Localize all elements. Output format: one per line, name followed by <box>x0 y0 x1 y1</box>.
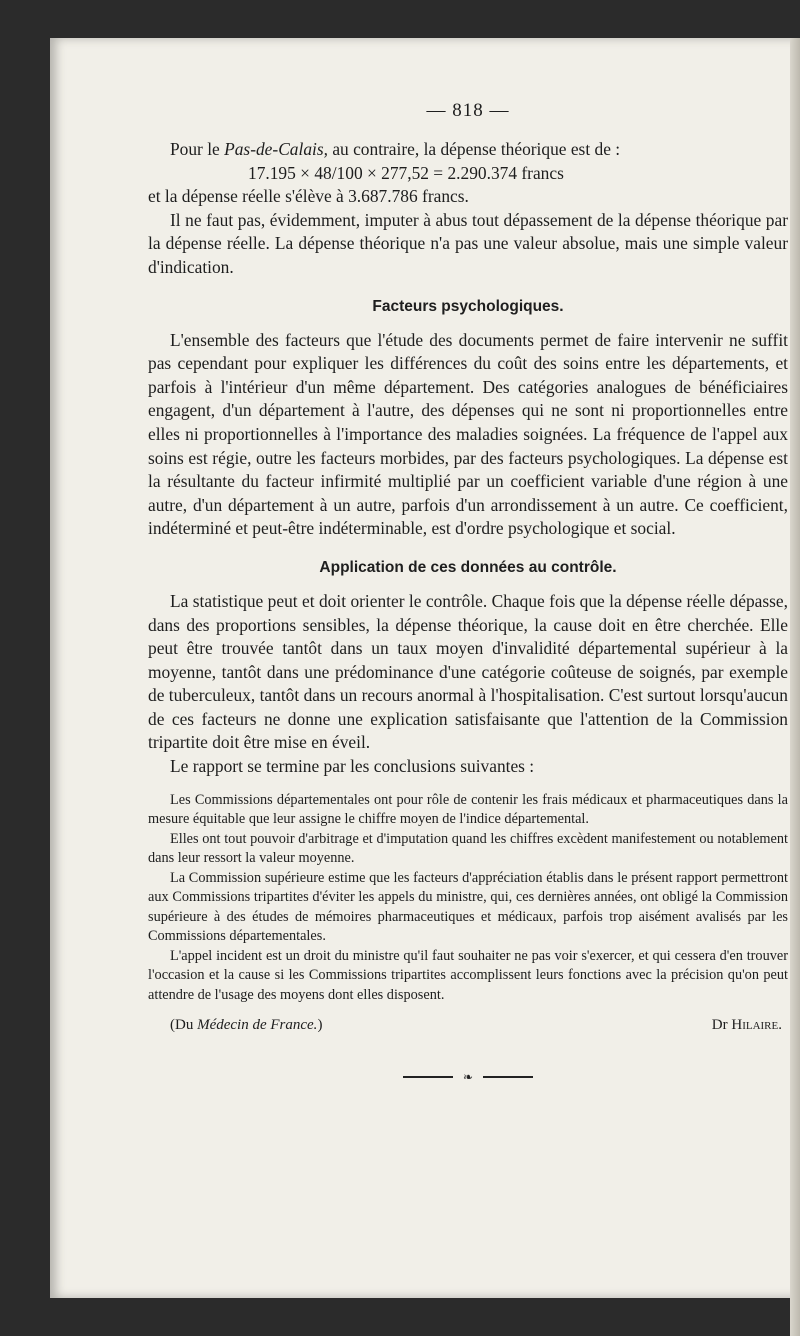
author-title: Dr <box>711 1017 728 1034</box>
intro-text-after: au contraire, la dépense théorique est de : <box>327 139 621 159</box>
intro-paragraph-1 <box>148 138 788 162</box>
author-name: Hilaire. <box>731 1017 782 1034</box>
page-number: — 818 — <box>426 100 510 121</box>
end-ornament <box>403 1070 533 1084</box>
section2-paragraph-2: Le rapport se termine par les conclusions suivantes : <box>170 756 535 777</box>
source-journal: Médecin de France. <box>197 1017 318 1034</box>
intro-paragraph-1-end: et la dépense réelle s'élève à 3.687.786 francs. <box>148 186 469 207</box>
page-content <box>148 100 788 1084</box>
intro-paragraph-2: Il ne faut pas, évidemment, imputer à abus tout dépassement de la dépense théorique par la dépense réelle. La dépense théorique n'a pas une valeur absolue, mais une simple valeur d'indication. <box>148 209 788 277</box>
section2-paragraph-1: La statistique peut et doit orienter le contrôle. Chaque fois que la dépense réelle dépasse, dans des proportions sensibles, la dépense théorique, la cause doit en être cherchée. Elle peut être trouvée tantôt dans un taux moyen d'invalidité départemental supérieur à la moyenne, tantôt dans une prédominance d'une catégorie coûteuse de soignés, par exemple de tuberculeux, tantôt dans un recours anormal à l'hospitalisation. C'est surtout lorsqu'aucun de ces facteurs ne donne une explication satisfaisante que l'attention de la Commission tripartite doit être mise en éveil. <box>148 590 788 753</box>
conclusion-item: Les Commissions départementales ont pour rôle de contenir les frais médicaux et pharmaceutiques dans la mesure équitable que leur assigne le chiffre moyen de l'indice départemental. <box>148 791 788 828</box>
conclusion-item: L'appel incident est un droit du ministre qu'il faut souhaiter ne pas voir s'exercer, et qui cessera d'en trouver l'occasion et la cause si les Commissions tripartites accomplissent leurs fonctions avec la précision qu'on peut attendre de l'usage des moyens dont elles disposent. <box>148 947 788 1003</box>
section1-paragraph: L'ensemble des facteurs que l'étude des documents permet de faire intervenir ne suffit pas cependant pour expliquer les différences du coût des soins entre les départements, et parfois à l'intérieur d'un même département. Des catégories analogues de bénéficiaires engagent, d'un département à l'autre, des dépenses qui ne sont ni proportionnelles entre elles ni proportionnelles à l'importance des maladies soignées. La fréquence de l'appel aux soins est régie, outre les facteurs morbides, par des facteurs psychologiques. La dépense est la résultante du facteur infirmité multiplié par un coefficient variable d'une région à une autre, d'un département à un autre, parfois d'un arrondissement à un autre. Ce coefficient, indéterminé et peut-être indéterminable, est d'ordre psychologique et social. <box>148 329 788 539</box>
section-heading-psychological-factors: Facteurs psychologiques. <box>372 297 564 315</box>
formula-line: 17.195 × 48/100 × 277,52 = 2.290.374 francs <box>248 162 564 183</box>
conclusions-block <box>148 791 788 1006</box>
section-heading-application: Application de ces données au contrôle. <box>319 558 617 576</box>
intro-text-before: Pour le <box>170 139 225 159</box>
document-page <box>50 38 800 1298</box>
conclusion-item: Elles ont tout pouvoir d'arbitrage et d'imputation quand les chiffres excèdent manifestement ou notablement dans leur ressort la valeur moyenne. <box>148 830 788 867</box>
source-open: (Du <box>170 1017 198 1034</box>
ornament-flourish-icon: ❧ <box>453 1070 483 1084</box>
source-close: ) <box>317 1017 323 1034</box>
source-signature-row <box>148 1017 788 1034</box>
source-citation <box>170 1017 322 1034</box>
intro-place-name: Pas-de-Calais, <box>224 139 328 159</box>
conclusion-item: La Commission supérieure estime que les facteurs d'appréciation établis dans le présent rapport permettront aux Commissions tripartites d'éviter les appels du ministre, qui, ces dernières années, ont obligé la Commission supérieure à des études de mémoires pharmaceutiques et médicaux, parfois trop aisément avalisés par les Commissions départementales. <box>148 869 788 945</box>
author-signature <box>712 1017 788 1034</box>
page-edge <box>790 38 800 1336</box>
